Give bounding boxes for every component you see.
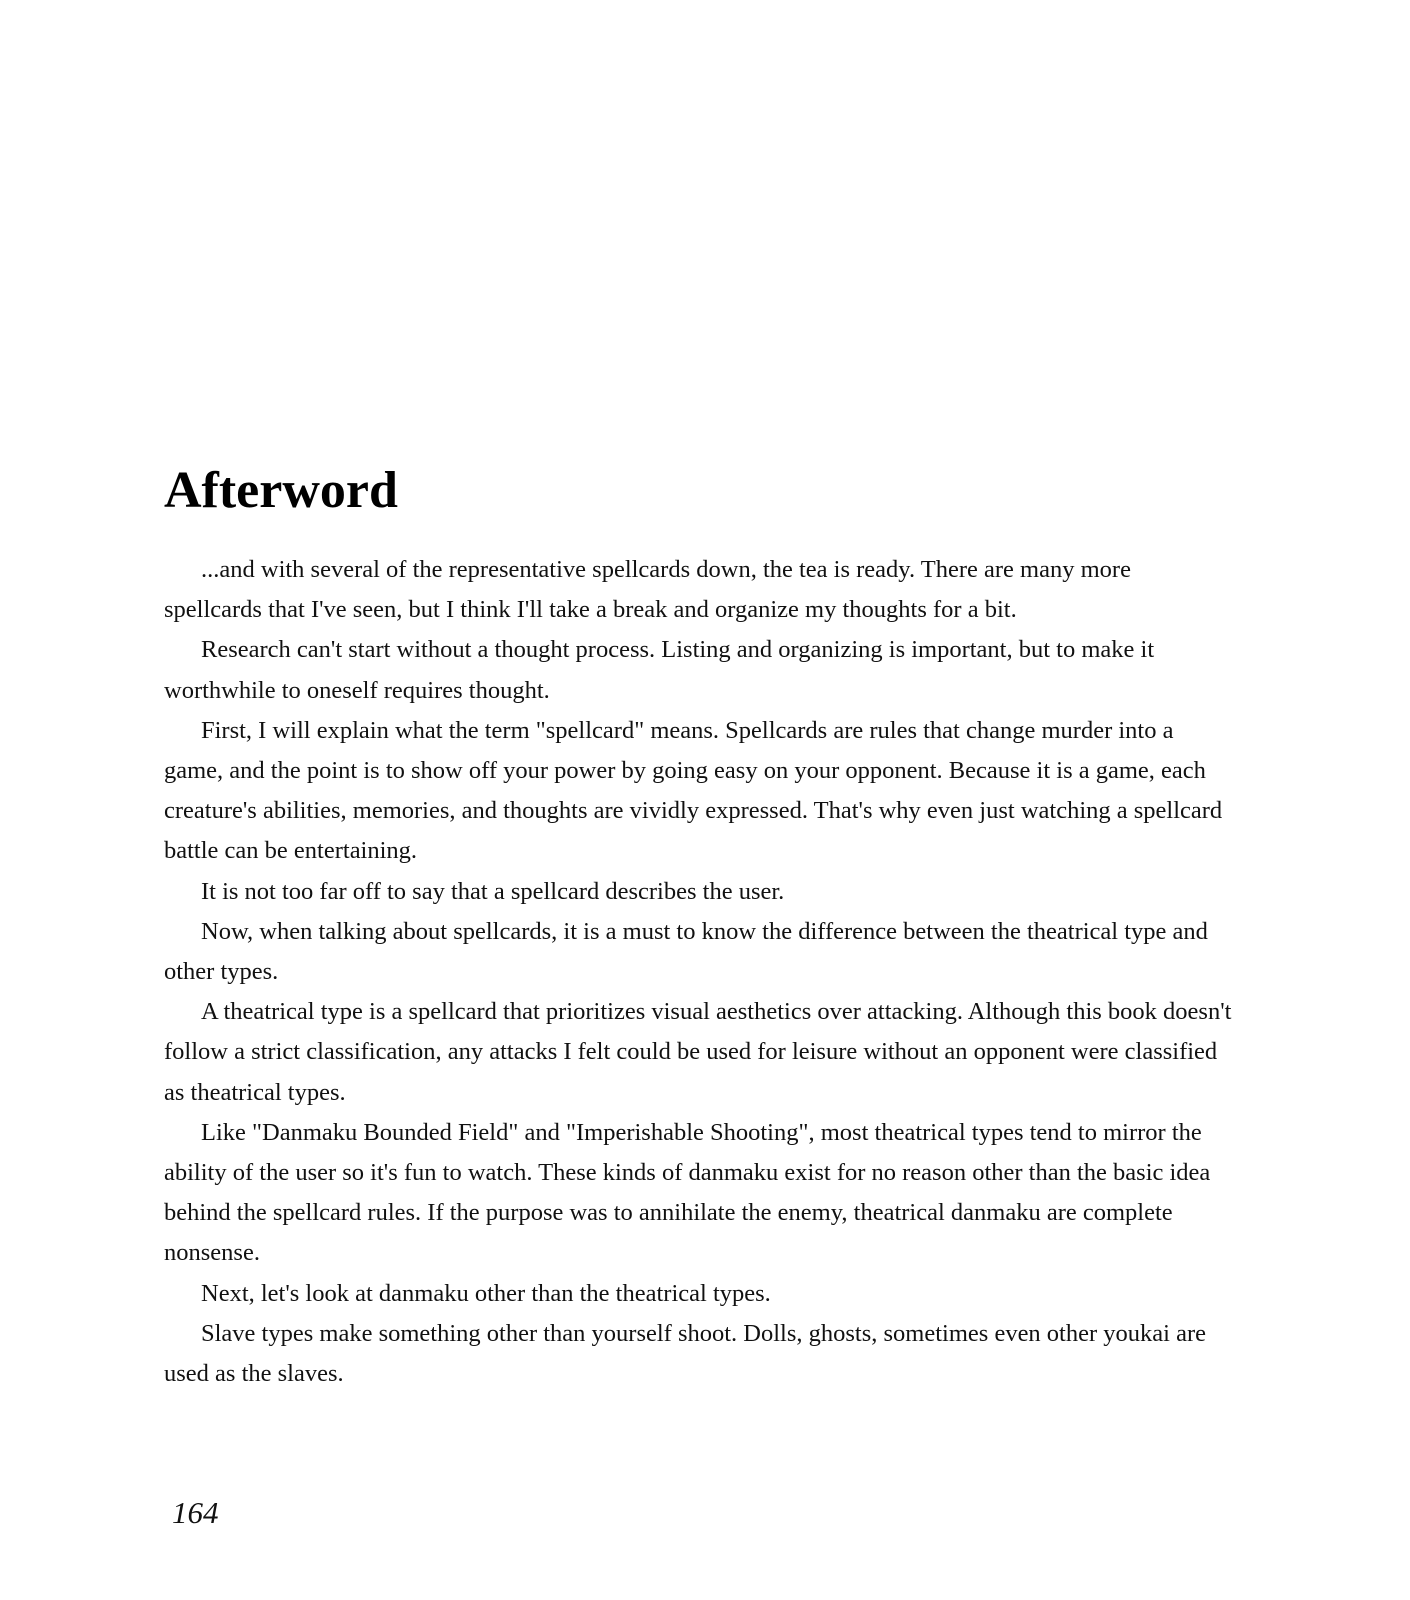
page-title: Afterword [164,462,398,519]
paragraph: A theatrical type is a spellcard that prioritizes visual aesthetics over attacking. Although this book doesn't follow a strict classification, any attacks I felt could be used for leisure without an opponent were classified as theatrical types. [164,998,1232,1106]
body-text [164,550,1234,1394]
paragraph: ...and with several of the representative spellcards down, the tea is ready. There are many more spellcards that I've seen, but I think I'll take a break and organize my thoughts for a bit. [164,556,1131,624]
paragraph: Research can't start without a thought process. Listing and organizing is important, but to make it worthwhile to oneself requires thought. [164,636,1155,704]
page-number: 164 [172,1495,219,1530]
paragraph: It is not too far off to say that a spellcard describes the user. [201,877,785,905]
paragraph: Next, let's look at danmaku other than the theatrical types. [201,1279,771,1307]
paragraph: Like "Danmaku Bounded Field" and "Imperishable Shooting", most theatrical types tend to mirror the ability of the user so it's fun to watch. These kinds of danmaku exist for no reason other than the basic idea behind the spellcard rules. If the purpose was to annihilate the enemy, theatrical danmaku are complete nonsense. [164,1118,1211,1267]
paragraph: Slave types make something other than yourself shoot. Dolls, ghosts, sometimes even other youkai are used as the slaves. [164,1319,1206,1388]
paragraph: Now, when talking about spellcards, it is a must to know the difference between the theatrical type and other types. [164,917,1208,986]
paragraph: First, I will explain what the term "spellcard" means. Spellcards are rules that change murder into a game, and the point is to show off your power by going easy on your opponent. Because it is a game, each creature's abilities, memories, and thoughts are vividly expressed. That's why even just watching a spellcard battle can be entertaining. [164,716,1223,865]
